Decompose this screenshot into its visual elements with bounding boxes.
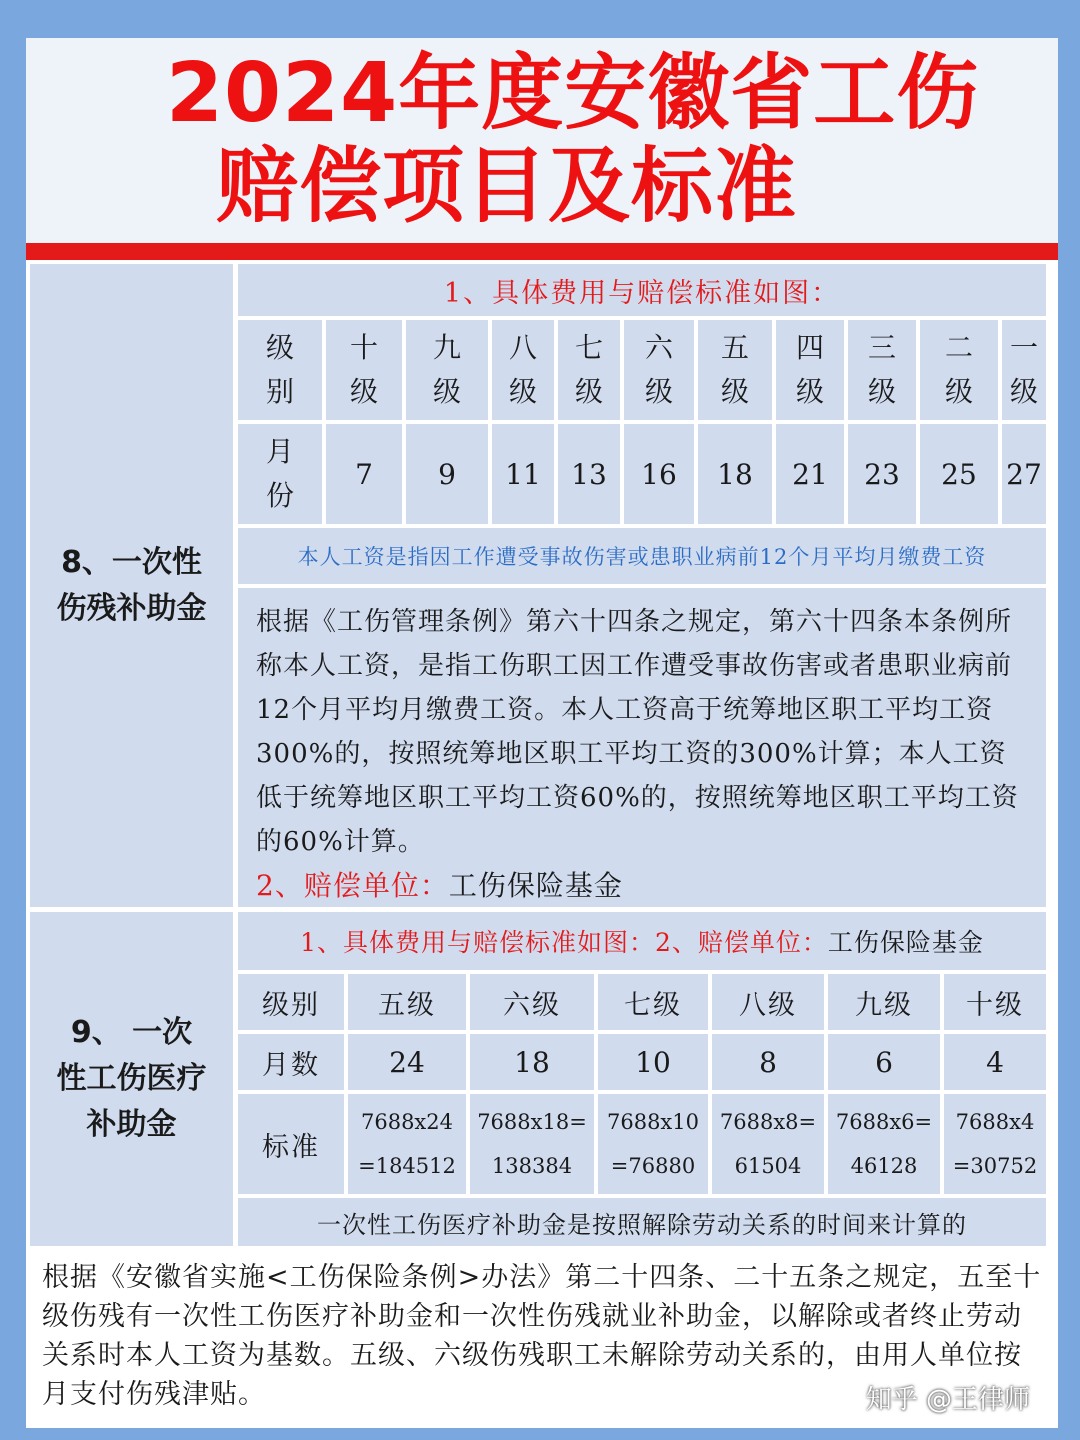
month-value-cell: 16 bbox=[624, 424, 694, 524]
section-9-note: 一次性工伤医疗补助金是按照解除劳动关系的时间来计算的 bbox=[238, 1198, 1046, 1246]
month-value-cell: 18 bbox=[470, 1034, 594, 1090]
standard-value-cell-line-1: 7688x6= bbox=[835, 1110, 933, 1134]
month-value-cell: 10 bbox=[598, 1034, 708, 1090]
grade-cell-line-1: 一 bbox=[1009, 331, 1038, 364]
month-value-cell: 11 bbox=[492, 424, 554, 524]
grade-cell-line-1: 五 bbox=[720, 331, 749, 364]
grade-header-label: 级别 bbox=[238, 974, 344, 1030]
standard-value-cell bbox=[828, 1094, 940, 1194]
month-value-cell: 7 bbox=[326, 424, 402, 524]
standard-value-cell-line-1: 7688x18= bbox=[477, 1110, 587, 1134]
month-value-cell: 9 bbox=[406, 424, 488, 524]
month-header-label: 月数 bbox=[238, 1034, 344, 1090]
page-title-line-1: 2024年度安徽省工伤 bbox=[166, 46, 980, 141]
standard-value-cell-line-1: 7688x24 bbox=[360, 1110, 453, 1134]
grade-cell bbox=[326, 320, 402, 420]
standard-value-cell bbox=[598, 1094, 708, 1194]
grade-cell bbox=[776, 320, 844, 420]
document-frame bbox=[26, 38, 1058, 1428]
grade-cell bbox=[492, 320, 554, 420]
month-value-cell: 18 bbox=[698, 424, 772, 524]
grade-cell: 九级 bbox=[828, 974, 940, 1030]
grade-cell-line-2: 级 bbox=[432, 375, 461, 408]
grade-cell bbox=[1002, 320, 1046, 420]
section-8-note: 本人工资是指因工作遭受事故伤害或患职业病前12个月平均月缴费工资 bbox=[238, 528, 1046, 584]
section-8-paragraph: 根据《工伤管理条例》第六十四条之规定，第六十四条本条例所称本人工资，是指工伤职工因工作遭受事故伤害或者患职业病前12个月平均月缴费工资。本人工资高于统筹地区职工平均工资300%的，按照统筹地区职工平均工资的300%计算；本人工资低于统筹地区职工平均工资60%的，按照统筹地区职工平均工资的60%计算。 bbox=[256, 607, 1019, 857]
section-8-heading: 1、具体费用与赔偿标准如图： bbox=[238, 264, 1046, 316]
section-9-label-line-1: 9、 一次 bbox=[70, 1015, 193, 1050]
standard-value-cell-line-2: 46128 bbox=[850, 1154, 918, 1178]
watermark: 知乎 @王律师 bbox=[865, 1385, 1030, 1415]
standard-value-cell-line-1: 7688x4 bbox=[955, 1110, 1035, 1134]
section-9-label bbox=[30, 912, 233, 1246]
title-banner bbox=[26, 38, 1058, 243]
standard-value-cell bbox=[944, 1094, 1046, 1194]
title-divider bbox=[26, 243, 1058, 260]
month-value-cell: 24 bbox=[348, 1034, 466, 1090]
month-value-cell: 25 bbox=[920, 424, 998, 524]
grade-cell-line-2: 级 bbox=[349, 375, 378, 408]
grade-cell-line-2: 级 bbox=[644, 375, 673, 408]
grade-cell-line-1: 四 bbox=[795, 331, 824, 364]
grade-cell-line-1: 六 bbox=[644, 331, 673, 364]
grade-cell bbox=[920, 320, 998, 420]
grade-cell-line-2: 级 bbox=[795, 375, 824, 408]
grade-cell-line-2: 级 bbox=[720, 375, 749, 408]
month-value-cell: 21 bbox=[776, 424, 844, 524]
month-value-cell: 8 bbox=[712, 1034, 824, 1090]
standard-value-cell-line-1: 7688x8= bbox=[719, 1110, 817, 1134]
grade-header-label-line-1: 级 bbox=[265, 331, 294, 364]
grade-cell: 六级 bbox=[470, 974, 594, 1030]
standard-value-cell bbox=[712, 1094, 824, 1194]
section-8-label-line-1: 8、一次性 bbox=[61, 544, 202, 580]
section-9-label-line-3: 补助金 bbox=[86, 1107, 177, 1142]
grade-cell-line-1: 七 bbox=[574, 331, 603, 364]
standard-value-cell-line-1: 7688x10 bbox=[606, 1110, 699, 1134]
grade-header-label bbox=[238, 320, 322, 420]
standard-header-label: 标准 bbox=[238, 1094, 344, 1194]
grade-cell bbox=[558, 320, 620, 420]
month-value-cell: 27 bbox=[1002, 424, 1046, 524]
grade-cell-line-2: 级 bbox=[574, 375, 603, 408]
section-8-payer-label: 2、赔偿单位： bbox=[256, 869, 449, 902]
standard-value-cell-line-2: =76880 bbox=[610, 1154, 696, 1178]
month-value-cell: 13 bbox=[558, 424, 620, 524]
standard-value-cell-line-2: =184512 bbox=[358, 1154, 456, 1178]
grade-cell bbox=[624, 320, 694, 420]
grade-cell: 十级 bbox=[944, 974, 1046, 1030]
standard-value-cell-line-2: 138384 bbox=[491, 1154, 573, 1178]
grade-cell: 五级 bbox=[348, 974, 466, 1030]
section-9-heading-dark: 工伤保险基金 bbox=[827, 928, 984, 957]
grade-cell bbox=[698, 320, 772, 420]
section-8-label bbox=[30, 264, 233, 907]
month-header-label-line-2: 份 bbox=[265, 479, 294, 512]
standard-value-cell-line-2: =30752 bbox=[952, 1154, 1038, 1178]
standard-value-cell bbox=[470, 1094, 594, 1194]
bottom-paragraph: 根据《安徽省实施<工伤保险条例>办法》第二十四条、二十五条之规定，五至十级伤残有一次性工伤医疗补助金和一次性伤残就业补助金，以解除或者终止劳动关系时本人工资为基数。五级、六级伤残职工未解除劳动关系的，由用人单位按月支付伤残津贴。 bbox=[26, 1250, 1058, 1428]
grade-cell-line-2: 级 bbox=[1009, 375, 1038, 408]
standard-value-cell bbox=[348, 1094, 466, 1194]
grade-cell-line-1: 十 bbox=[349, 331, 378, 364]
month-value-cell: 23 bbox=[848, 424, 916, 524]
grade-cell-line-1: 八 bbox=[508, 331, 537, 364]
section-8-label-line-2: 伤残补助金 bbox=[56, 590, 207, 626]
grade-cell-line-1: 三 bbox=[867, 331, 896, 364]
grade-cell-line-2: 级 bbox=[508, 375, 537, 408]
month-value-cell: 6 bbox=[828, 1034, 940, 1090]
grade-cell bbox=[406, 320, 488, 420]
grade-cell bbox=[848, 320, 916, 420]
month-header-label-line-1: 月 bbox=[265, 435, 294, 468]
section-9-heading-red: 1、具体费用与赔偿标准如图：2、赔偿单位： bbox=[300, 928, 828, 957]
section-8-body bbox=[238, 588, 1046, 907]
month-header-label bbox=[238, 424, 322, 524]
section-8-payer-value: 工伤保险基金 bbox=[448, 869, 623, 902]
section-9-label-line-2: 性工伤医疗 bbox=[56, 1061, 207, 1096]
grade-cell-line-1: 九 bbox=[432, 331, 461, 364]
grade-cell-line-2: 级 bbox=[944, 375, 973, 408]
grade-cell: 八级 bbox=[712, 974, 824, 1030]
grade-cell: 七级 bbox=[598, 974, 708, 1030]
grade-cell-line-1: 二 bbox=[944, 331, 973, 364]
section-9-heading bbox=[238, 912, 1046, 970]
grade-cell-line-2: 级 bbox=[867, 375, 896, 408]
grade-header-label-line-2: 别 bbox=[265, 375, 294, 408]
month-value-cell: 4 bbox=[944, 1034, 1046, 1090]
standard-value-cell-line-2: 61504 bbox=[734, 1154, 802, 1178]
page-title-line-2: 赔偿项目及标准 bbox=[216, 139, 798, 234]
